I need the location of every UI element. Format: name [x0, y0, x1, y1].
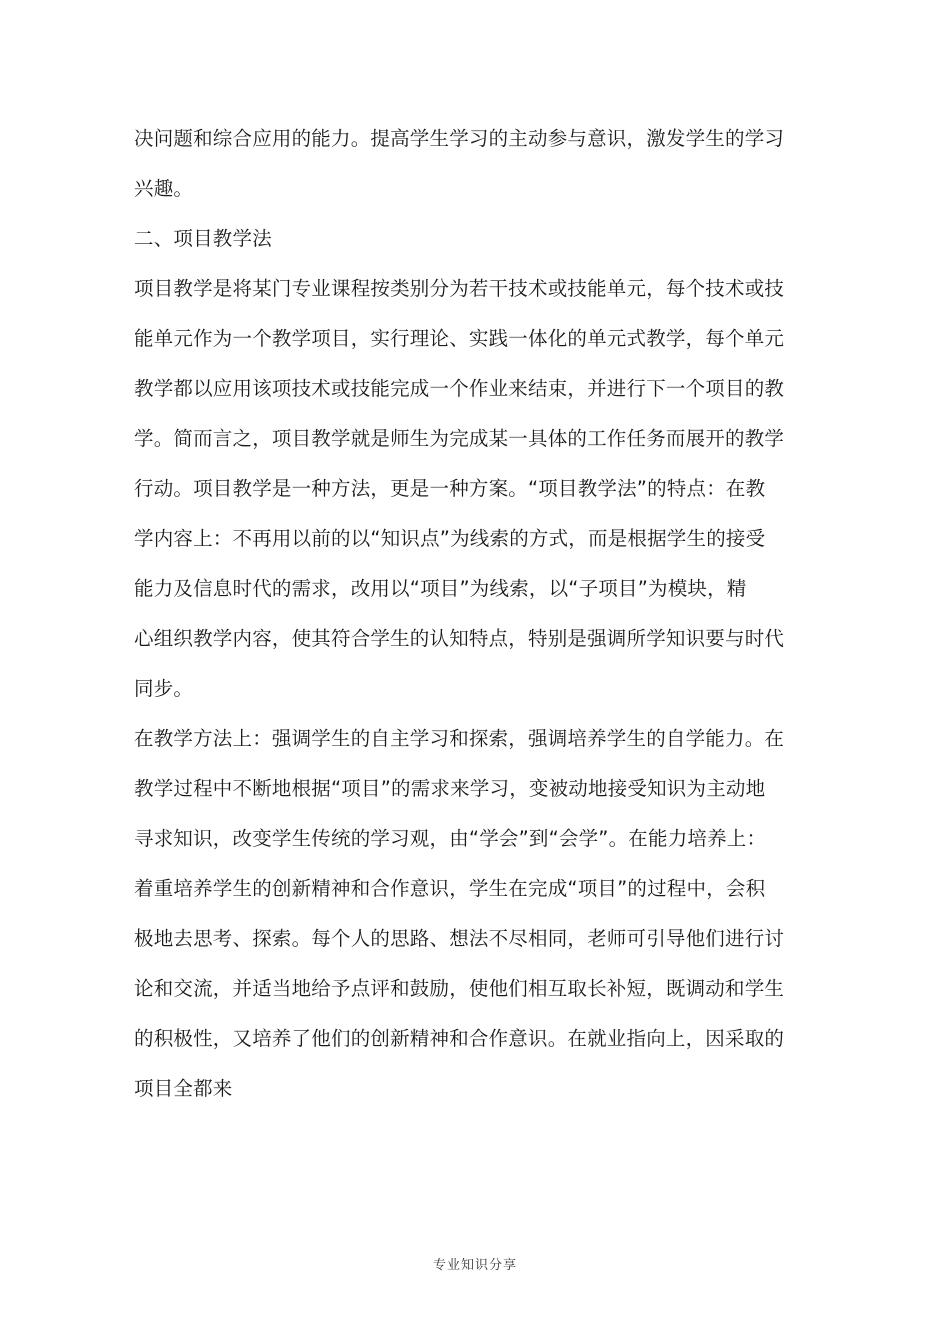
text-line-16: 着重培养学生的创新精神和合作意识，学生在完成“项目”的过程中，会积 — [134, 877, 766, 900]
document-body — [134, 114, 814, 1114]
text-line-18: 论和交流，并适当地给予点评和鼓励，使他们相互取长补短，既调动和学生 — [134, 977, 785, 1000]
text-line-9: 学内容上：不再用以前的以“知识点”为线索的方式，而是根据学生的接受 — [134, 527, 766, 550]
text-line-5: 能单元作为一个教学项目，实行理论、实践一体化的单元式教学，每个单元 — [134, 327, 785, 350]
text-line-13: 在教学方法上：强调学生的自主学习和探索，强调培养学生的自学能力。在 — [134, 727, 785, 750]
text-line-7: 学。简而言之，项目教学就是师生为完成某一具体的工作任务而展开的教学 — [134, 427, 785, 450]
text-line-14: 教学过程中不断地根据“项目”的需求来学习，变被动地接受知识为主动地 — [134, 777, 766, 800]
text-line-19: 的积极性，又培养了他们的创新精神和合作意识。在就业指向上，因采取的 — [134, 1027, 785, 1050]
section-heading: 二、项目教学法 — [134, 227, 272, 250]
text-line-4: 项目教学是将某门专业课程按类别分为若干技术或技能单元，每个技术或技 — [134, 277, 785, 300]
text-line-12: 同步。 — [134, 677, 194, 700]
text-line-2: 兴趣。 — [134, 177, 194, 200]
text-line-10: 能力及信息时代的需求，改用以“项目”为线索，以“子项目”为模块，精 — [134, 577, 747, 600]
text-line-8: 行动。项目教学是一种方法，更是一种方案。“项目教学法”的特点：在教 — [134, 477, 766, 500]
text-line-11: 心组织教学内容，使其符合学生的认知特点，特别是强调所学知识要与时代 — [134, 627, 785, 650]
page-footer: 专业知识分享 — [432, 1258, 517, 1273]
text-line-20: 项目全都来 — [134, 1077, 233, 1100]
text-line-17: 极地去思考、探索。每个人的思路、想法不尽相同，老师可引导他们进行讨 — [134, 927, 785, 950]
text-line-1: 决问题和综合应用的能力。提高学生学习的主动参与意识，激发学生的学习 — [134, 127, 785, 150]
text-line-6: 教学都以应用该项技术或技能完成一个作业来结束，并进行下一个项目的教 — [134, 377, 785, 400]
text-line-15: 寻求知识，改变学生传统的学习观，由“学会”到“会学”。在能力培养上： — [134, 827, 767, 850]
